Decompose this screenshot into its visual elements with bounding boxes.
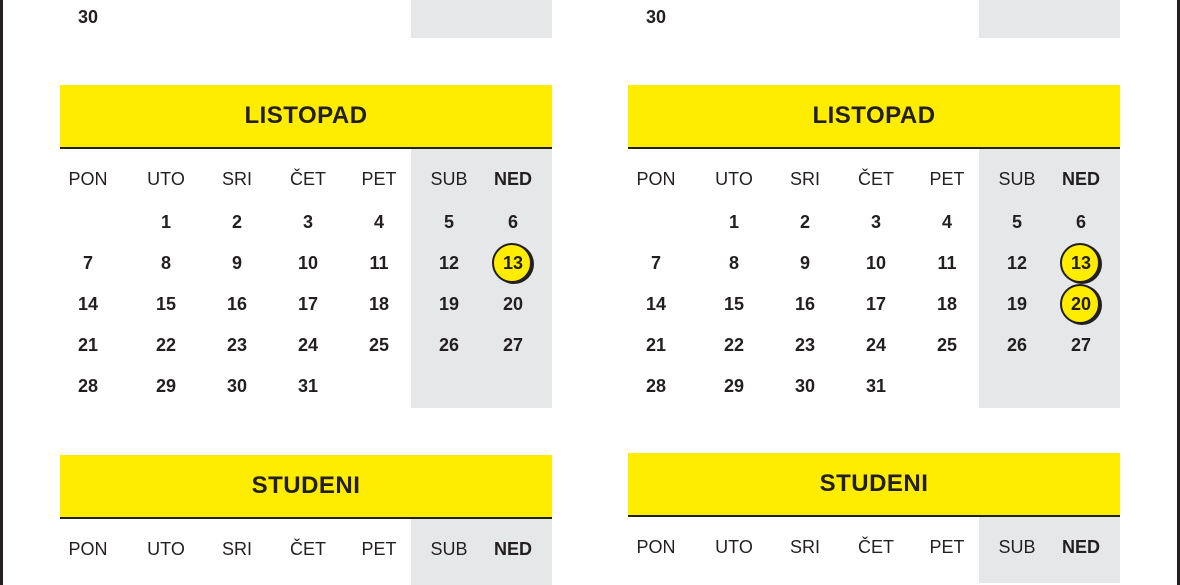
weekday-header: ČET xyxy=(290,169,326,189)
day-number: 12 xyxy=(438,253,460,273)
day-cell xyxy=(919,249,975,277)
day-cell xyxy=(351,249,407,277)
day-cell xyxy=(60,290,116,318)
day-cell xyxy=(848,208,904,236)
month-title: LISTOPAD xyxy=(60,85,552,149)
weekday-header: ČET xyxy=(290,539,326,559)
calendar-column-left xyxy=(60,0,552,585)
day-number: 2 xyxy=(231,212,242,232)
day-number: 27 xyxy=(502,335,524,355)
day-cell xyxy=(1053,331,1109,359)
day-number: 9 xyxy=(799,253,810,273)
weekday-header: PET xyxy=(361,539,397,559)
day-number: 19 xyxy=(1006,294,1028,314)
day-cell xyxy=(777,372,833,400)
day-number: 1 xyxy=(728,212,739,232)
day-cell xyxy=(138,290,194,318)
weekday-header: NED xyxy=(493,169,532,189)
day-cell xyxy=(777,208,833,236)
weekday-header: ČET xyxy=(858,169,894,189)
month-november xyxy=(628,453,1120,583)
day-cell xyxy=(777,249,833,277)
day-cell xyxy=(351,331,407,359)
day-number: 19 xyxy=(438,294,460,314)
day-number: 23 xyxy=(226,335,248,355)
weekday-header: SUB xyxy=(998,169,1036,189)
day-number: 22 xyxy=(723,335,745,355)
weekday-header: SRI xyxy=(789,537,820,557)
day-cell xyxy=(280,208,336,236)
weekday-header: ČET xyxy=(858,537,894,557)
day-number: 20 xyxy=(502,294,524,314)
weekday-header: NED xyxy=(493,539,532,559)
day-cell xyxy=(848,290,904,318)
day-number: 3 xyxy=(870,212,881,232)
day-cell xyxy=(485,290,541,318)
day-cell xyxy=(1053,208,1109,236)
weekday-header: SRI xyxy=(221,169,252,189)
weekday-header: PET xyxy=(929,537,965,557)
day-cell xyxy=(706,208,762,236)
day-cell xyxy=(209,372,265,400)
weekday-header: PON xyxy=(636,537,676,557)
day-number: 18 xyxy=(368,294,390,314)
day-cell xyxy=(280,372,336,400)
weekday-header: PON xyxy=(68,539,108,559)
weekday-header: UTO xyxy=(715,169,753,189)
day-cell xyxy=(60,249,116,277)
weekend-shade xyxy=(411,0,552,38)
day-number: 13 xyxy=(1070,253,1092,273)
day-number: 1 xyxy=(160,212,171,232)
day-cell xyxy=(919,331,975,359)
day-cell xyxy=(706,249,762,277)
day-cell xyxy=(421,290,477,318)
day-number: 26 xyxy=(1006,335,1028,355)
day-number: 14 xyxy=(77,294,99,314)
weekday-header: PET xyxy=(361,169,397,189)
day-number: 11 xyxy=(369,253,389,273)
day-number: 30 xyxy=(226,376,248,396)
day-number: 17 xyxy=(297,294,319,314)
day-cell: 30 xyxy=(77,7,99,27)
weekday-header: SUB xyxy=(430,539,468,559)
day-number: 31 xyxy=(865,376,887,396)
day-cell xyxy=(628,331,684,359)
month-title: STUDENI xyxy=(60,455,552,519)
day-number: 29 xyxy=(723,376,745,396)
month-title: LISTOPAD xyxy=(628,85,1120,149)
previous-month-tail xyxy=(628,0,1120,38)
page-border-left xyxy=(0,0,3,585)
day-number: 28 xyxy=(77,376,99,396)
day-cell xyxy=(919,290,975,318)
day-number: 25 xyxy=(936,335,958,355)
weekday-header: SRI xyxy=(221,539,252,559)
day-cell xyxy=(485,208,541,236)
day-number: 10 xyxy=(297,253,319,273)
day-cell xyxy=(209,208,265,236)
day-cell xyxy=(777,331,833,359)
day-cell xyxy=(209,331,265,359)
day-number: 13 xyxy=(502,253,524,273)
weekday-header: SUB xyxy=(430,169,468,189)
day-number: 8 xyxy=(160,253,171,273)
month-title: STUDENI xyxy=(628,453,1120,517)
day-cell xyxy=(209,290,265,318)
day-number: 15 xyxy=(723,294,745,314)
day-number: 24 xyxy=(865,335,887,355)
day-cell xyxy=(60,331,116,359)
weekday-header: NED xyxy=(1061,537,1100,557)
day-cell xyxy=(777,290,833,318)
day-cell xyxy=(989,249,1045,277)
day-number: 16 xyxy=(794,294,816,314)
weekend-shade xyxy=(979,0,1120,38)
day-number: 15 xyxy=(155,294,177,314)
day-cell xyxy=(989,208,1045,236)
day-cell xyxy=(280,249,336,277)
day-number: 21 xyxy=(645,335,667,355)
day-number: 20 xyxy=(1070,294,1092,314)
day-cell xyxy=(989,290,1045,318)
weekday-header: UTO xyxy=(715,537,753,557)
day-number: 25 xyxy=(368,335,390,355)
day-number: 28 xyxy=(645,376,667,396)
day-cell xyxy=(848,372,904,400)
day-cell xyxy=(989,331,1045,359)
weekday-header: PON xyxy=(636,169,676,189)
day-cell xyxy=(706,290,762,318)
highlighted-day-cell xyxy=(1053,249,1109,277)
day-cell: 30 xyxy=(645,7,667,27)
day-cell xyxy=(209,249,265,277)
day-cell xyxy=(138,372,194,400)
weekday-header: UTO xyxy=(147,169,185,189)
day-number: 16 xyxy=(226,294,248,314)
day-number: 27 xyxy=(1070,335,1092,355)
day-number: 26 xyxy=(438,335,460,355)
weekday-header: UTO xyxy=(147,539,185,559)
day-number: 21 xyxy=(77,335,99,355)
day-cell xyxy=(628,290,684,318)
previous-month-tail xyxy=(60,0,552,38)
day-cell xyxy=(848,249,904,277)
day-cell xyxy=(421,249,477,277)
day-number: 3 xyxy=(302,212,313,232)
weekday-header: SUB xyxy=(998,537,1036,557)
day-cell xyxy=(421,331,477,359)
day-cell xyxy=(351,290,407,318)
day-number: 14 xyxy=(645,294,667,314)
day-cell xyxy=(138,331,194,359)
day-cell xyxy=(421,208,477,236)
day-cell xyxy=(60,372,116,400)
day-number: 6 xyxy=(507,212,518,232)
calendar-column-right xyxy=(628,0,1120,585)
day-number: 30 xyxy=(794,376,816,396)
weekday-header: NED xyxy=(1061,169,1100,189)
day-number: 12 xyxy=(1006,253,1028,273)
month-october xyxy=(60,85,552,408)
weekday-header: SRI xyxy=(789,169,820,189)
day-cell xyxy=(485,331,541,359)
month-november xyxy=(60,455,552,585)
day-cell xyxy=(706,372,762,400)
day-number: 8 xyxy=(728,253,739,273)
weekday-header: PET xyxy=(929,169,965,189)
day-number: 2 xyxy=(799,212,810,232)
day-number: 18 xyxy=(936,294,958,314)
day-number: 22 xyxy=(155,335,177,355)
day-number: 7 xyxy=(82,253,93,273)
day-number: 17 xyxy=(865,294,887,314)
day-number: 6 xyxy=(1075,212,1086,232)
day-number: 9 xyxy=(231,253,242,273)
day-number: 7 xyxy=(650,253,661,273)
day-number: 11 xyxy=(937,253,957,273)
day-cell xyxy=(138,249,194,277)
day-number: 4 xyxy=(373,212,384,232)
day-cell xyxy=(706,331,762,359)
day-number: 24 xyxy=(297,335,319,355)
day-cell xyxy=(351,208,407,236)
highlighted-day-cell xyxy=(1053,290,1109,318)
day-number: 5 xyxy=(443,212,454,232)
day-number: 4 xyxy=(941,212,952,232)
day-cell xyxy=(628,249,684,277)
month-october xyxy=(628,85,1120,408)
day-cell xyxy=(280,331,336,359)
day-number: 10 xyxy=(865,253,887,273)
day-number: 5 xyxy=(1011,212,1022,232)
day-cell xyxy=(919,208,975,236)
day-cell xyxy=(138,208,194,236)
day-cell xyxy=(848,331,904,359)
weekday-header: PON xyxy=(68,169,108,189)
day-number: 23 xyxy=(794,335,816,355)
day-cell xyxy=(628,372,684,400)
highlighted-day-cell xyxy=(485,249,541,277)
day-cell xyxy=(280,290,336,318)
day-number: 29 xyxy=(155,376,177,396)
day-number: 31 xyxy=(297,376,319,396)
